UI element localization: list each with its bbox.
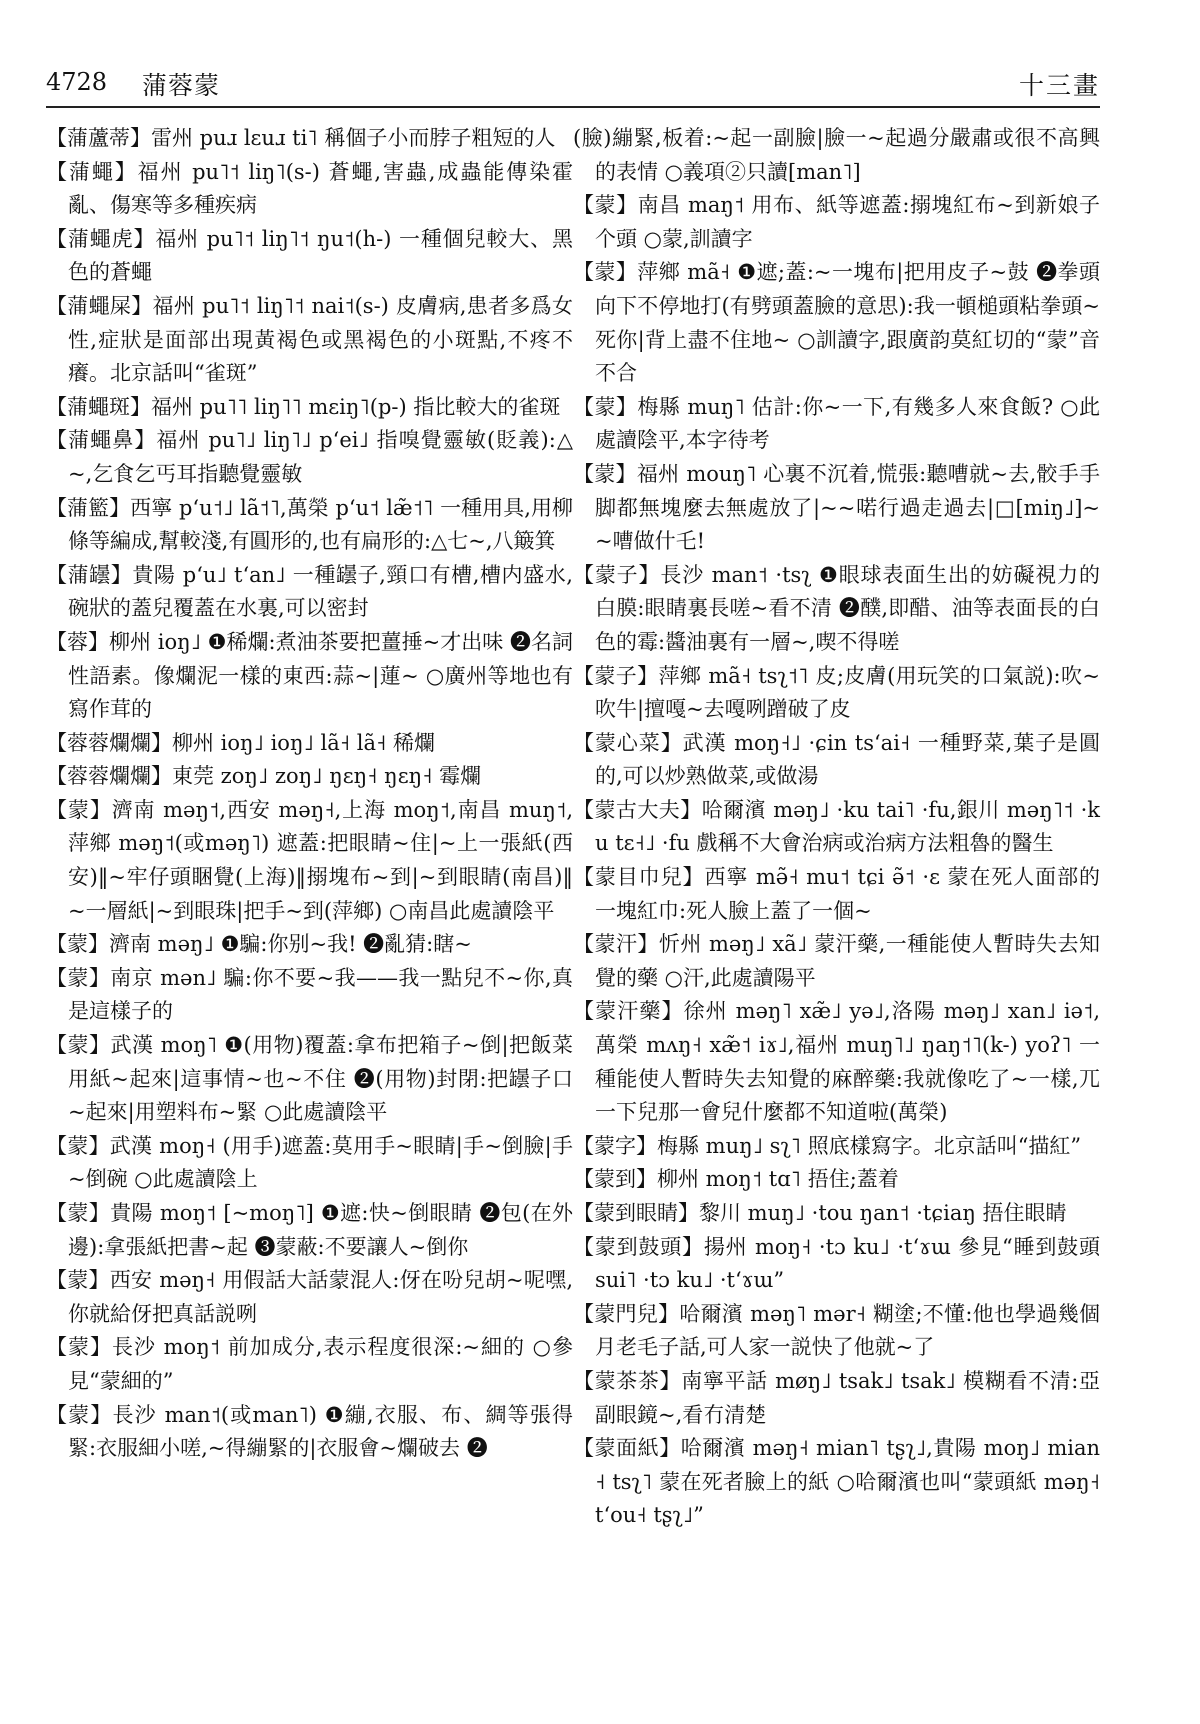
- entry: 【蒙】武漢 moŋ˥ ❶(用物)覆蓋:拿布把箱子~倒|把飯菜用紙~起來|這事情~也~不住 ❷(用物)封閉:把罎子口~起來|用塑料布~緊 ○此處讀陰平: [46, 1033, 573, 1125]
- entry: 【蒲蠅】福州 pu˥˦ liŋ˥(s-) 蒼蠅,害蟲,成蟲能傳染霍亂、傷寒等多種疾病: [46, 159, 573, 218]
- entry: 【蒙面紙】哈爾濱 məŋ˧ mian˥ tʂʅ˩,貴陽 moŋ˩ mian˧ tsʅ˥ 蒙在死者臉上的紙 ○哈爾濱也叫“蒙頭紙 məŋ˧ tʻou˧ tʂʅ˩”: [573, 1436, 1100, 1528]
- entry: 【蒲蠅屎】福州 pu˥˦ liŋ˥˦ nai˦(s-) 皮膚病,患者多爲女性,症狀是面部出現黃褐色或黑褐色的小斑點,不疼不癢。北京話叫“雀斑”: [46, 293, 573, 386]
- entry: 【蒲蠅鼻】福州 pu˥˩ liŋ˥˩ pʻei˩ 指嗅覺靈敏(貶義):△~,乞食乞丐耳指聽覺靈敏: [46, 428, 573, 486]
- entry: 【蒙茶茶】南寧平話 møŋ˩ tsak˩ tsak˩ 模糊看不清:亞副眼鏡~,看冇清楚: [573, 1368, 1100, 1427]
- entry: 【蒲蘆蒂】雷州 puɹ lɛuɹ ti˥ 稱個子小而脖子粗短的人: [46, 126, 556, 150]
- entry: 【蒙】萍鄉 mã˧ ❶遮;蓋:~一塊布|把用皮子~鼓 ❷拳頭向下不停地打(有劈頭蓋臉的意思):我一頓槌頭粘拳頭~死你|背上盡不住地~ ○訓讀字,跟廣韵莫紅切的“蒙”音不合: [573, 260, 1100, 386]
- entry: 【蒙字】梅縣 muŋ˩ sʅ˥ 照底樣寫字。北京話叫“描紅”: [573, 1133, 1082, 1158]
- entry: 【蒙目巾兒】西寧 mə̃˧ mu˦ tɕi ə̃˦ ·ɛ 蒙在死人面部的一塊紅巾:死人臉上蓋了一個~: [573, 865, 1100, 923]
- entry-continued: (臉)繃緊,板着:~起一副臉|臉一~起過分嚴肅或很不高興的表情 ○義項②只讀[man˥]: [573, 126, 1100, 184]
- entry: 【蒙汗藥】徐州 məŋ˥ xæ̃˩ yə˩,洛陽 məŋ˩ xan˩ iə˦,萬榮 mʌŋ˧ xæ̃˦ iɤ˩,福州 muŋ˥˩ ŋaŋ˦˥(k-) yoʔ˥ 一種能使人暫時失去知覺的麻醉藥:我就像吃了~一樣,兀一下兒那一會兒什麼都不知道啦(萬榮): [573, 999, 1100, 1125]
- entry: 【蒙到鼓頭】揚州 moŋ˧ ·tɔ ku˩ ·tʻɤɯ 參見“睡到鼓頭 sui˥ ·tɔ ku˩ ·tʻɤɯ”: [573, 1234, 1100, 1293]
- entry: 【蒙】貴陽 moŋ˦ [~moŋ˥] ❶遮:快~倒眼睛 ❷包(在外邊):拿張紙把書~起 ❸蒙蔽:不要讓人~倒你: [46, 1201, 573, 1259]
- section-title: 十三畫: [1018, 71, 1100, 100]
- entry: 【蒙到眼睛】黎川 muŋ˩ ·tou ŋan˦ ·tɕiaŋ 捂住眼睛: [573, 1201, 1067, 1225]
- entry: 【蒲蠅虎】福州 pu˥˦ liŋ˥˦ ŋu˦(h-) 一種個兒較大、黑色的蒼蠅: [46, 226, 573, 285]
- entry: 【蓉】柳州 ioŋ˩ ❶稀爛:煮油茶要把薑捶~才出味 ❷名詞性語素。像爛泥一樣的東西:蒜~|蓮~ ○廣州等地也有寫作茸的: [46, 629, 573, 722]
- entry: 【蒙】濟南 məŋ˩ ❶騙:你别~我! ❷亂猜:瞎~: [46, 932, 472, 957]
- entry: 【蒲籃】西寧 pʻu˦˩ lã˦˥,萬榮 pʻu˦ læ̃˦˥ 一種用具,用柳條等編成,幫較淺,有圓形的,也有扁形的:△七~,八簸箕: [46, 495, 573, 554]
- entry: 【蒙】南昌 maŋ˦ 用布、紙等遮蓋:搦塊紅布~到新娘子个頭 ○蒙,訓讀字: [573, 193, 1100, 251]
- entry: 【蒙】濟南 məŋ˦,西安 məŋ˧,上海 moŋ˦,南昌 muŋ˦,萍鄉 məŋ˦(或məŋ˥) 遮蓋:把眼睛~住|~上一張紙(西安)‖~牢仔頭睏覺(上海)‖搦塊布~到|~到眼睛(南昌)‖~一層紙|~到眼珠|把手~到(萍鄉) ○南昌此處讀陰平: [46, 797, 573, 923]
- entry: 【蓉蓉爛爛】東莞 zoŋ˩ zoŋ˩ ŋɛŋ˧ ŋɛŋ˧ 霉爛: [46, 764, 482, 789]
- entry: 【蒙汗】忻州 məŋ˩ xã˩ 蒙汗藥,一種能使人暫時失去知覺的藥 ○汗,此處讀陽平: [573, 932, 1100, 990]
- entry: 【蒙子】萍鄉 mã˧ tsʅ˦˥ 皮;皮膚(用玩笑的口氣説):吹~吹牛|擅嘎~去嘎咧蹭破了皮: [573, 663, 1100, 722]
- entry: 【蒙】長沙 man˦(或man˥) ❶繃,衣服、布、綢等張得緊:衣服細小嗟,~得繃緊的|衣服會~爛破去 ❷: [46, 1402, 573, 1461]
- entry: 【蒙到】柳州 moŋ˦ tɑ˥ 捂住;蓋着: [573, 1167, 899, 1192]
- entry: 【蒲罎】貴陽 pʻu˩ tʻan˩ 一種罎子,頸口有槽,槽内盛水,碗狀的蓋兒覆蓋在水裏,可以密封: [46, 562, 573, 621]
- entry: 【蒙】武漢 moŋ˧ (用手)遮蓋:莫用手~眼睛|手~倒臉|手~倒碗 ○此處讀陰上: [46, 1133, 573, 1192]
- running-title: 蒲蓉蒙: [142, 71, 221, 100]
- entry: 【蒙】福州 mouŋ˥ 心裏不沉着,慌張:聽嘈就~去,骹手手脚都無塊麼去無處放了|~~喏行過走過去|□[miŋ˩]~~嘈做什乇!: [573, 461, 1100, 554]
- entry: 【蒙】梅縣 muŋ˥ 估計:你~一下,有幾多人來食飯? ○此處讀陰平,本字待考: [573, 394, 1100, 453]
- entry: 【蒙心菜】武漢 moŋ˧˩ ·ɕin tsʻai˧ 一種野菜,葉子是圓的,可以炒熟做菜,或做湯: [573, 730, 1100, 789]
- entry: 【蒙子】長沙 man˦ ·tsʅ ❶眼球表面生出的妨礙視力的白膜:眼睛裏長嗟~看不清 ❷醭,即醋、油等表面長的白色的霉:醬油裏有一層~,喫不得嗟: [573, 562, 1100, 654]
- entry: 【蒙】南京 mən˩ 騙:你不要~我——我一點兒不~你,真是這樣子的: [46, 965, 573, 1024]
- right-column: [573, 122, 1100, 1533]
- entry: 【蒲蠅斑】福州 pu˥˥ liŋ˥˥ mɛiŋ˥(p-) 指比較大的雀斑: [46, 394, 561, 419]
- page-header: [46, 60, 1100, 108]
- entry: 【蒙】長沙 moŋ˦ 前加成分,表示程度很深:~細的 ○參見“蒙細的”: [46, 1335, 573, 1393]
- left-column: [46, 122, 573, 1466]
- entry: 【蒙門兒】哈爾濱 məŋ˥ mər˧ 糊塗;不懂:他也學過幾個月老毛子話,可人家一説快了他就~了: [573, 1301, 1100, 1360]
- entry: 【蒙】西安 məŋ˧ 用假話大話蒙混人:伢在吩兒胡~呢嘿,你就給伢把真話説咧: [46, 1268, 573, 1326]
- entry: 【蒙古大夫】哈爾濱 məŋ˩ ·ku tai˥ ·fu,銀川 məŋ˥˦ ·ku tɛ˧˩ ·fu 戲稱不大會治病或治病方法粗魯的醫生: [573, 797, 1100, 856]
- entry: 【蓉蓉爛爛】柳州 ioŋ˩ ioŋ˩ lã˧ lã˧ 稀爛: [46, 730, 436, 755]
- page-number: 4728: [46, 68, 108, 96]
